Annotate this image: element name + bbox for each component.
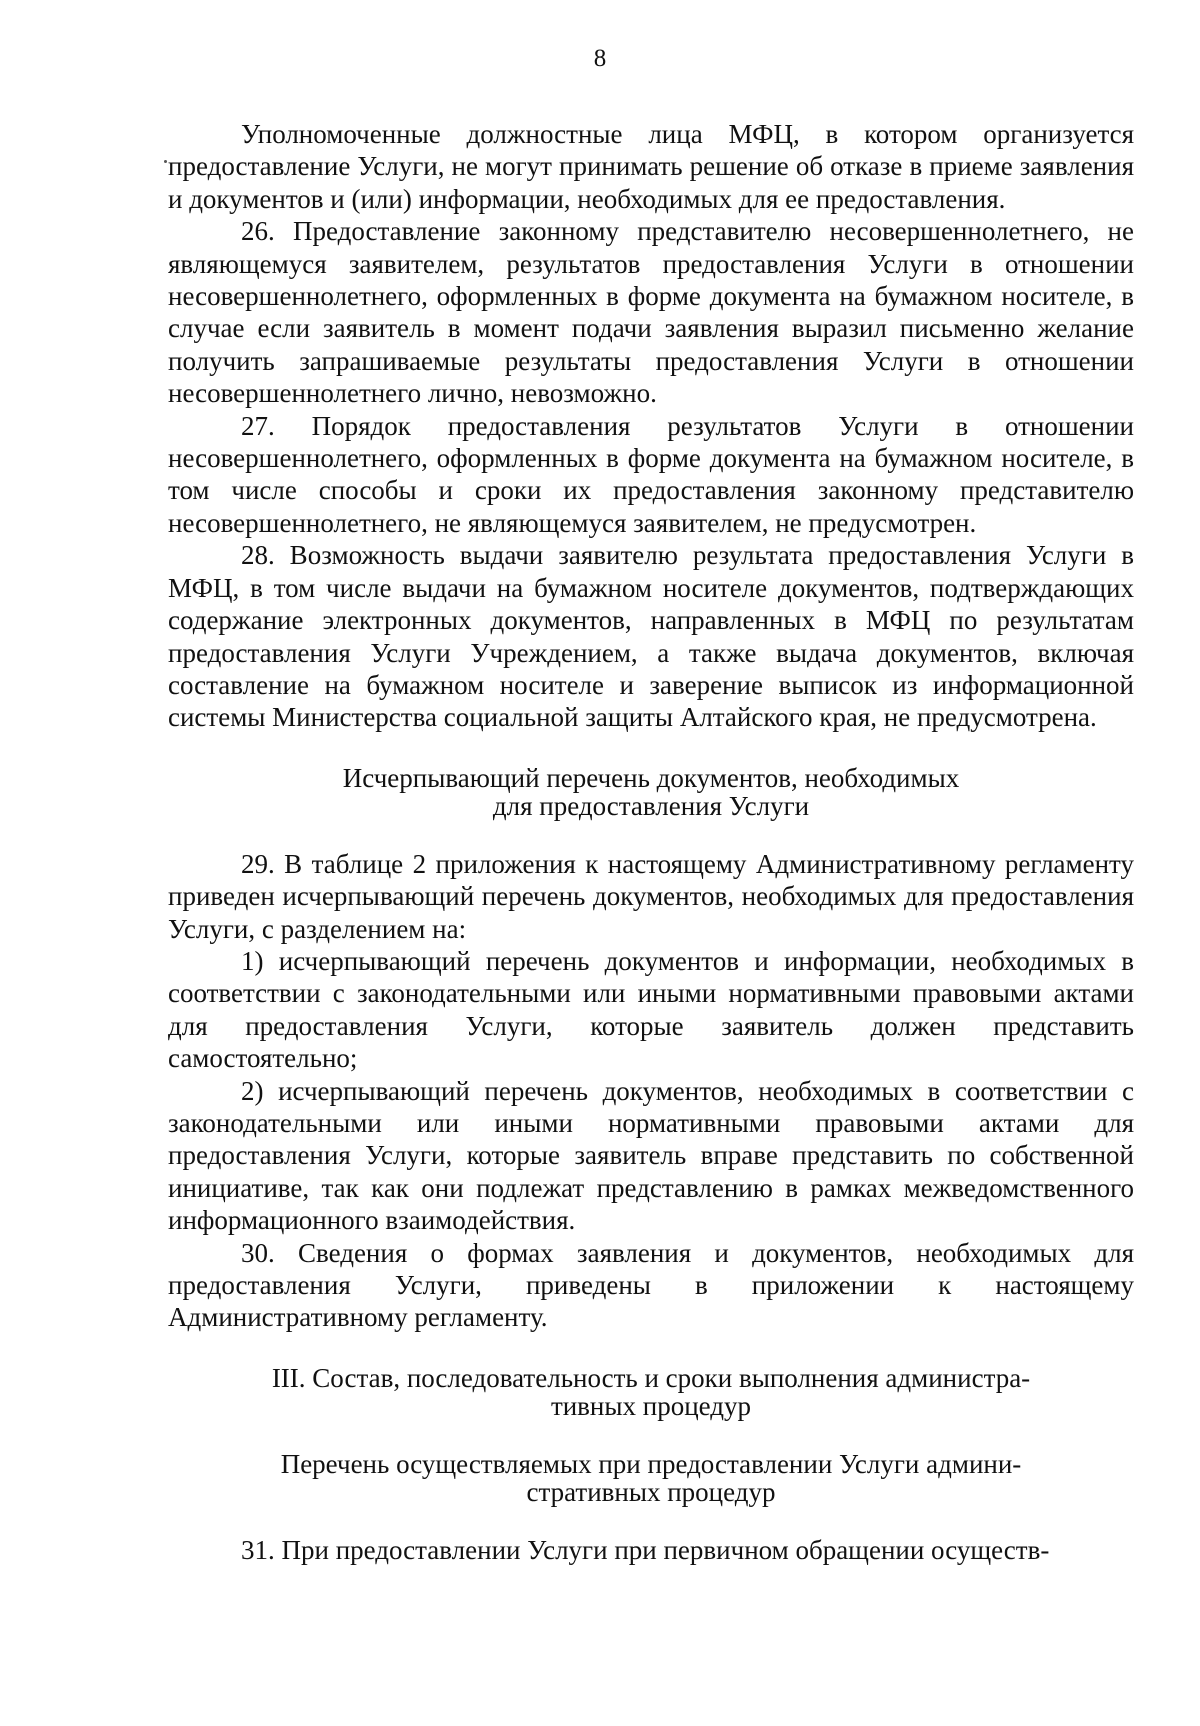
heading-line: Исчерпывающий перечень документов, необходимых — [342, 762, 960, 793]
paragraph-29: 29. В таблице 2 приложения к настоящему Административному регламенту приведен исчерпывающий перечень документов, необходимых для предоставления Услуги, с разделением на: — [168, 848, 1134, 944]
paragraph-mfc-officials: Уполномоченные должностные лица МФЦ, в котором организуется предоставление Услуги, не могут принимать решение об отказе в приеме заявления и документов и (или) информации, необходимых для ее предоставления. — [168, 119, 1134, 214]
section-heading-procedures — [168, 1450, 1134, 1506]
heading-line: для предоставления Услуги — [492, 790, 810, 821]
heading-line: III. Состав, последовательность и сроки выполнения администра- — [271, 1362, 1031, 1393]
paragraph-30: 30. Сведения о формах заявления и документов, необходимых для предоставления Услуги, приведены в приложении к настоящему Административному регламенту. — [168, 1237, 1134, 1333]
chapter-heading-iii — [168, 1364, 1134, 1420]
section-documents-body — [168, 848, 1134, 1334]
page-number: 8 — [593, 45, 607, 72]
paragraph-26: 26. Предоставление законному представителю несовершеннолетнего, не являющемуся заявителем, результатов предоставления Услуги в отношении несовершеннолетнего, оформленных в форме документа на бумажном носителе, в случае если заявитель в момент подачи заявления выразил письменно желание получить запрашиваемые результаты предоставления Услуги в отношении несовершеннолетнего лично, невозможно. — [168, 216, 1134, 409]
heading-line: тивных процедур — [550, 1390, 752, 1421]
heading-line: стративных процедур — [526, 1476, 776, 1507]
paragraph-31: 31. При предоставлении Услуги при первичном обращении осуществ- — [241, 1534, 1050, 1565]
document-body — [168, 118, 1134, 1566]
paragraph-27: 27. Порядок предоставления результатов Услуги в отношении несовершеннолетнего, оформленных в форме документа на бумажном носителе, в том числе способы и сроки их предоставления законному представителю несовершеннолетнего, не являющемуся заявителем, не предусмотрен. — [168, 410, 1134, 538]
heading-line: Перечень осуществляемых при предоставлении Услуги админи- — [280, 1448, 1022, 1479]
section-heading-documents — [168, 764, 1134, 820]
section-procedures-body — [168, 1534, 1134, 1566]
paragraph-29-item-1: 1) исчерпывающий перечень документов и информации, необходимых в соответствии с законодательными или иными нормативными правовыми актами для предоставления Услуги, которые заявитель должен представить самостоятельно; — [168, 945, 1134, 1074]
scan-speck — [164, 160, 167, 163]
paragraph-29-item-2: 2) исчерпывающий перечень документов, необходимых в соответствии с законодательными или иными нормативными правовыми актами для предоставления Услуги, которые заявитель вправе представить по собственной инициативе, так как они подлежат представлению в рамках межведомственного информационного взаимодействия. — [168, 1075, 1134, 1236]
paragraph-28: 28. Возможность выдачи заявителю результата предоставления Услуги в МФЦ, в том числе выдачи на бумажном носителе документов, подтверждающих содержание электронных документов, направленных в МФЦ по результатам предоставления Услуги Учреждением, а также выдача документов, включая составление на бумажном носителе и заверение выписок из информационной системы Министерства социальной защиты Алтайского края, не предусмотрена. — [168, 540, 1134, 733]
